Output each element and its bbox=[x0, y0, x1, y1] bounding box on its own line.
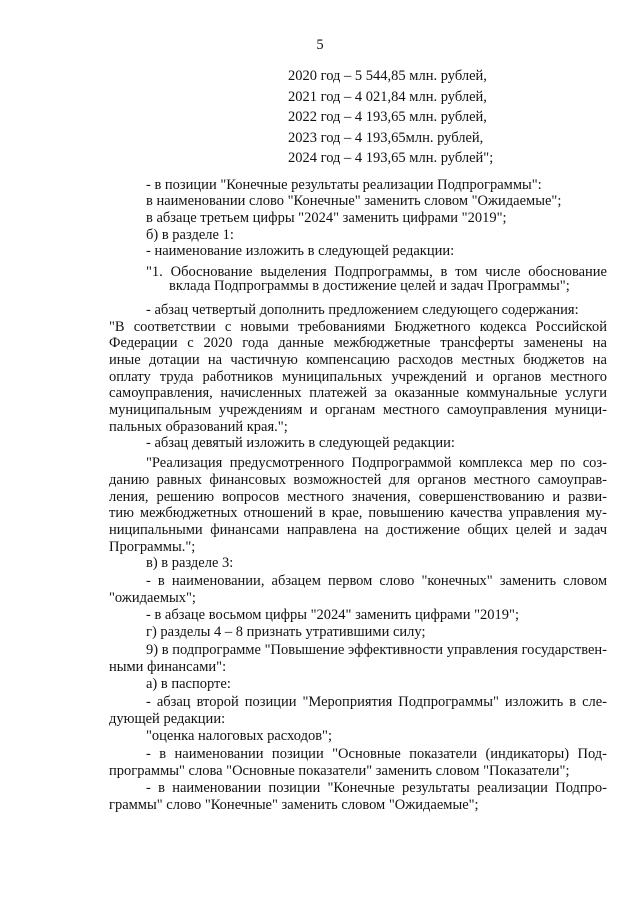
text-line: а) в паспорте: bbox=[146, 676, 231, 693]
text-line: самоуправления, начисленных платежей за оказанные коммунальные услуги bbox=[109, 385, 607, 402]
text-line: в абзаце третьем цифры "2024" заменить цифрами "2019"; bbox=[146, 209, 507, 226]
funding-line-2020: 2020 год – 5 544,85 млн. рублей, bbox=[288, 68, 487, 84]
text-line: в) в разделе 3: bbox=[146, 555, 234, 572]
text-line: "Реализация предусмотренного Подпрограммой комплекса мер по соз- bbox=[146, 455, 607, 472]
text-line: пальных образований края."; bbox=[109, 418, 288, 435]
document-body bbox=[109, 64, 607, 815]
text-line: 9) в подпрограмме "Повышение эффективности управления государствен- bbox=[146, 641, 607, 658]
text-line: "В соответствии с новыми требованиями Бюджетного кодекса Российской bbox=[109, 318, 607, 335]
text-line: - в наименовании позиции "Конечные результаты реализации Подпро- bbox=[146, 780, 607, 797]
text-line: - в наименовании позиции "Основные показатели (индикаторы) Под- bbox=[146, 745, 607, 762]
text-line: - в абзаце восьмом цифры "2024" заменить цифрами "2019"; bbox=[146, 607, 519, 624]
text-line: б) в разделе 1: bbox=[146, 226, 234, 243]
text-line: - в позиции "Конечные результаты реализации Подпрограммы": bbox=[146, 176, 542, 193]
text-line: ными финансами": bbox=[109, 659, 227, 676]
text-line: - абзац четвертый дополнить предложением следующего содержания: bbox=[146, 301, 579, 318]
text-line: г) разделы 4 – 8 признать утратившими силу; bbox=[146, 624, 426, 641]
funding-line-2021: 2021 год – 4 021,84 млн. рублей, bbox=[288, 88, 487, 105]
funding-line-2022: 2022 год – 4 193,65 млн. рублей, bbox=[288, 109, 487, 125]
funding-line-2024: 2024 год – 4 193,65 млн. рублей"; bbox=[288, 150, 494, 166]
text-line: "ожидаемых"; bbox=[109, 589, 196, 606]
section-title-quote: "1. Обоснование выделения Подпрограммы, в том числе обоснование bbox=[146, 263, 607, 280]
text-line: муниципальным учреждениям и органам местного самоуправления муници- bbox=[109, 402, 607, 419]
text-line: ниципальными финансами направлена на достижение общих целей и задач bbox=[109, 521, 607, 538]
funding-line-2023: 2023 год – 4 193,65млн. рублей, bbox=[288, 129, 484, 146]
text-line: программы" слова "Основные показатели" заменить словом "Показатели"; bbox=[109, 762, 570, 779]
text-line: ления, решению вопросов местного значения, совершенствованию и разви- bbox=[109, 488, 607, 505]
text-line: Федерации с 2020 года данные межбюджетные трансферты заменены на bbox=[109, 335, 607, 352]
section-title-quote: вклада Подпрограммы в достижение целей и задач Программы"; bbox=[169, 278, 570, 295]
text-line: иные дотации на частичную компенсацию расходов местных бюджетов на bbox=[109, 352, 607, 368]
text-line: граммы" слово "Конечные" заменить словом "Ожидаемые"; bbox=[109, 797, 479, 814]
text-line: - в наименовании, абзацем первом слово "конечных" заменить словом bbox=[146, 572, 607, 589]
text-line: оплату труда работников муниципальных учреждений и органов местного bbox=[109, 368, 607, 385]
text-line: данию равных финансовых возможностей для органов местного самоуправ- bbox=[109, 471, 607, 488]
text-line: в наименовании слово "Конечные" заменить словом "Ожидаемые"; bbox=[146, 193, 562, 210]
text-line: "оценка налоговых расходов"; bbox=[146, 728, 333, 745]
text-line: - наименование изложить в следующей редакции: bbox=[146, 243, 455, 260]
page-number: 5 bbox=[316, 37, 324, 53]
text-line: - абзац девятый изложить в следующей редакции: bbox=[146, 435, 455, 452]
text-line: дующей редакции: bbox=[109, 710, 226, 727]
text-line: - абзац второй позиции "Мероприятия Подпрограммы" изложить в сле- bbox=[146, 693, 607, 710]
text-line: тию межбюджетных отношений в крае, повышению качества управления му- bbox=[109, 505, 607, 522]
text-line: Программы."; bbox=[109, 538, 196, 555]
